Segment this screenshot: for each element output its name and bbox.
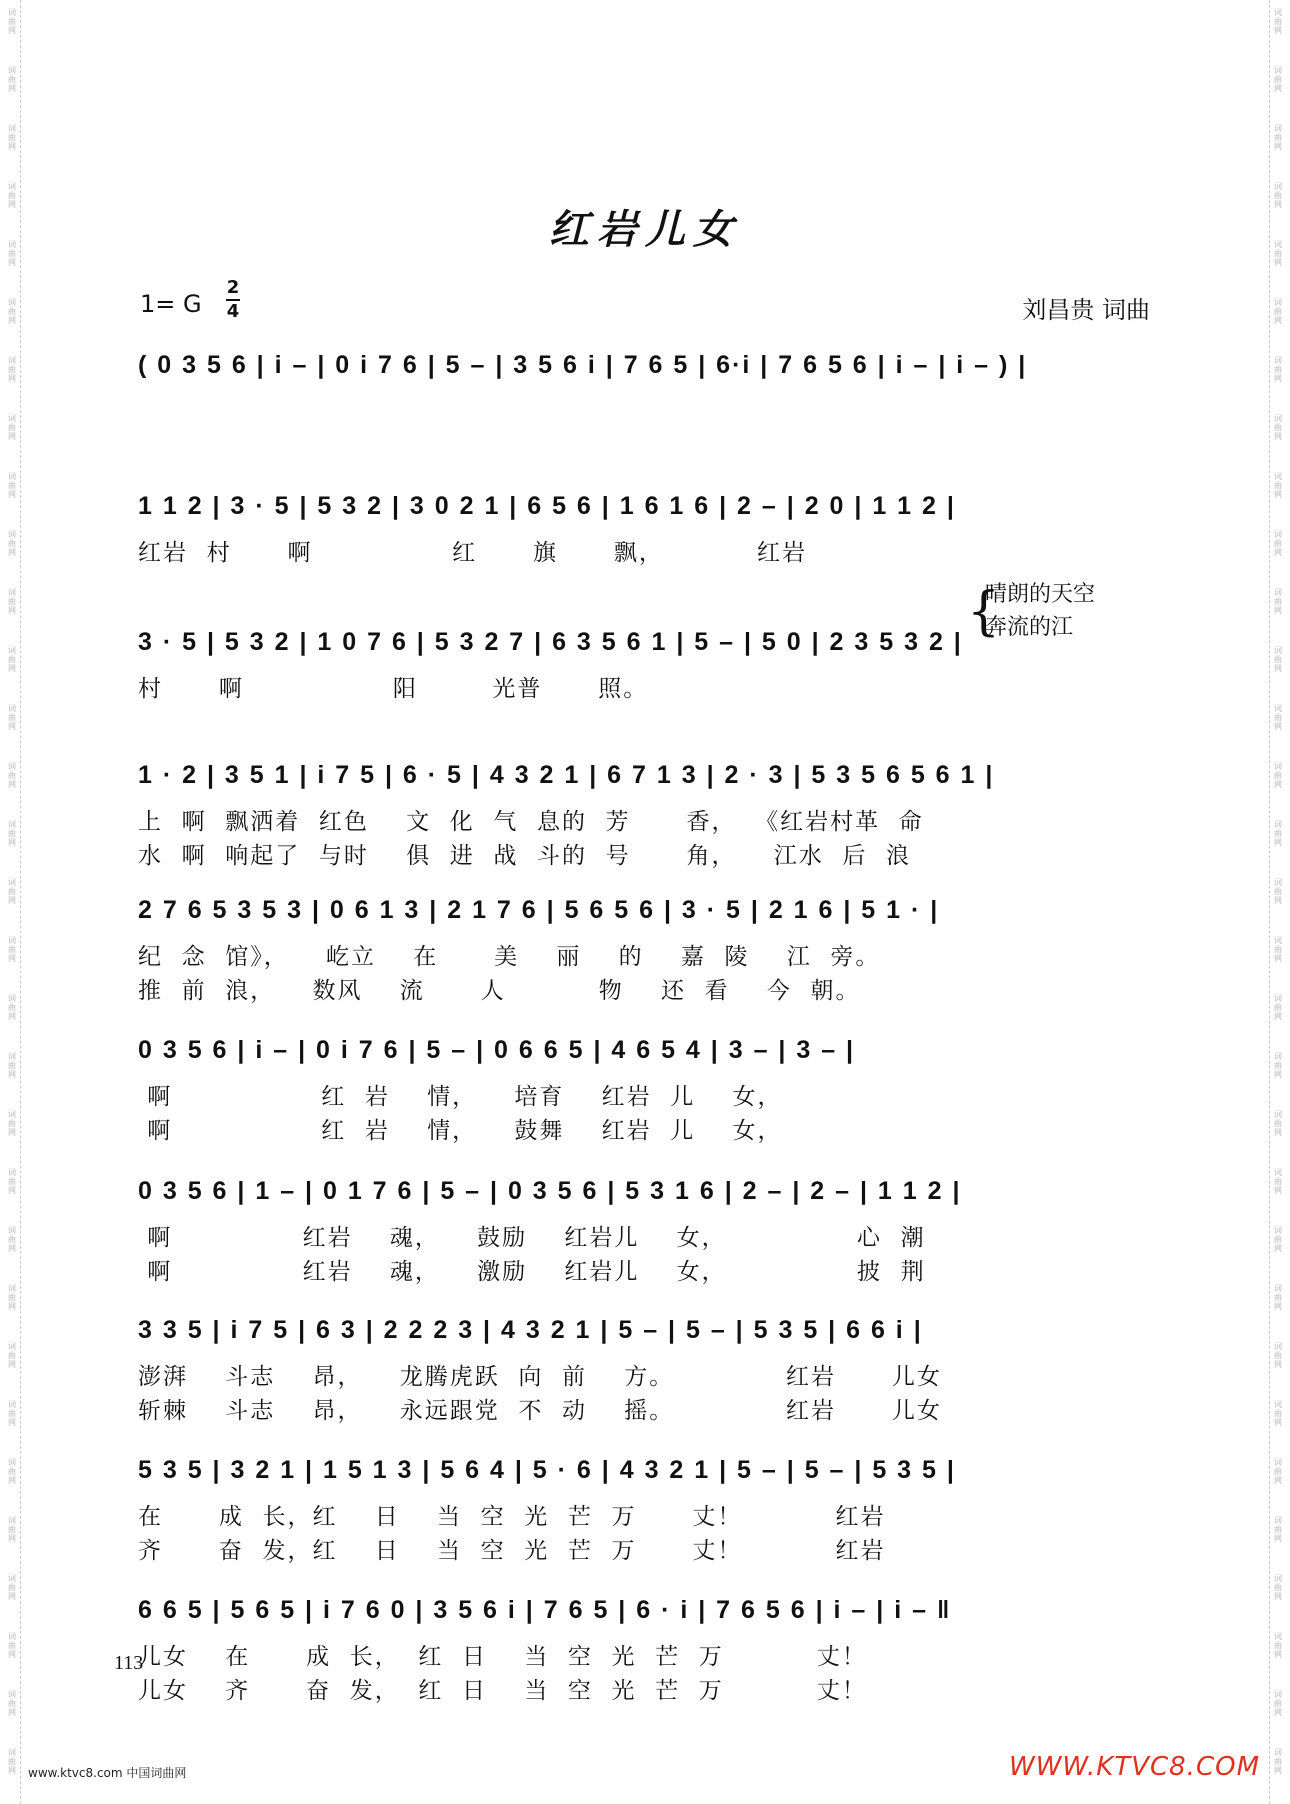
footer-logo: WWW.KTVC8.COM [1009, 1752, 1260, 1782]
watermark-text: 词曲网 [8, 1168, 16, 1195]
watermark-text: 词曲网 [1274, 414, 1282, 441]
watermark-text: 词曲网 [8, 1458, 16, 1485]
watermark-text: 词曲网 [8, 8, 16, 35]
watermark-text: 词曲网 [8, 1516, 16, 1543]
watermark-text: 词曲网 [8, 240, 16, 267]
lyric-line-2-1: 红岩 村 啊 红 旗 飘， 红岩 [138, 540, 807, 566]
watermark-text: 词曲网 [1274, 1516, 1282, 1543]
time-signature [226, 278, 240, 322]
song-title: 红岩儿女 [549, 206, 741, 253]
lyric-line-7-1: 啊 红岩 魂， 鼓励 红岩儿 女， 心 潮 [138, 1225, 926, 1251]
watermark-text: 词曲网 [8, 936, 16, 963]
watermark-text: 词曲网 [1274, 994, 1282, 1021]
watermark-text: 词曲网 [1274, 1284, 1282, 1311]
verse-brace [967, 578, 1096, 644]
watermark-text: 词曲网 [8, 704, 16, 731]
watermark-text: 词曲网 [8, 124, 16, 151]
watermark-text: 词曲网 [8, 1052, 16, 1079]
time-signature-top: 2 [226, 277, 240, 298]
key-signature: 1= G [140, 290, 202, 318]
notation-line-2: 1 1 2 | 3 · 5 | 5 3 2 | 3 0 2 1 | 6 5 6 | 1 6 1 6 | 2 – | 2 0 | 1 1 2 | [138, 492, 956, 520]
notation-line-1: ( 0 3 5 6 | i – | 0 i 7 6 | 5 – | 3 5 6 i | 7 6 5 | 6·i | 7 6 5 6 | i – | i – ) | [138, 351, 1028, 379]
watermark-text: 词曲网 [1274, 588, 1282, 615]
watermark-text: 词曲网 [1274, 356, 1282, 383]
watermark-text: 词曲网 [1274, 1574, 1282, 1601]
watermark-text: 词曲网 [8, 1632, 16, 1659]
lyric-line-5-1: 纪 念 馆》， 屹立 在 美 丽 的 嘉 陵 江 旁。 [138, 944, 881, 970]
watermark-text: 词曲网 [1274, 878, 1282, 905]
watermark-text: 词曲网 [8, 878, 16, 905]
watermark-text: 词曲网 [8, 646, 16, 673]
watermark-text: 词曲网 [1274, 762, 1282, 789]
watermark-text: 词曲网 [1274, 1632, 1282, 1659]
watermark-text: 词曲网 [1274, 1458, 1282, 1485]
lyric-line-6-1: 啊 红 岩 情， 培育 红岩 儿 女， [138, 1084, 783, 1110]
watermark-text: 词曲网 [1274, 1748, 1282, 1775]
watermark-text: 词曲网 [8, 66, 16, 93]
lyric-line-5-2: 推 前 浪， 数风 流 人 物 还 看 今 朝。 [138, 978, 861, 1004]
footer-site: www.ktvc8.com 中国词曲网 [28, 1766, 187, 1780]
watermark-text: 词曲网 [1274, 66, 1282, 93]
watermark-text: 词曲网 [8, 530, 16, 557]
lyric-line-10-1: 儿女 在 成 长， 红 日 当 空 光 芒 万 丈！ [138, 1644, 867, 1670]
watermark-text: 词曲网 [1274, 530, 1282, 557]
lyric-line-3-1: 村 啊 阳 光普 照。 [138, 676, 649, 702]
watermark-text: 词曲网 [8, 472, 16, 499]
page-number: 113 [114, 1652, 144, 1674]
watermark-text: 词曲网 [1274, 298, 1282, 325]
author-credit: 刘昌贵 词曲 [1022, 296, 1150, 324]
notation-line-3: 3 · 5 | 5 3 2 | 1 0 7 6 | 5 3 2 7 | 6 3 5 6 1 | 5 – | 5 0 | 2 3 5 3 2 | [138, 628, 963, 656]
watermark-text: 词曲网 [8, 588, 16, 615]
watermark-text: 词曲网 [1274, 1168, 1282, 1195]
watermark-text: 词曲网 [1274, 1690, 1282, 1717]
watermark-text: 词曲网 [1274, 124, 1282, 151]
watermark-text: 词曲网 [1274, 1226, 1282, 1253]
watermark-text: 词曲网 [1274, 240, 1282, 267]
time-signature-bottom: 4 [226, 301, 240, 322]
watermark-text: 词曲网 [8, 1342, 16, 1369]
watermark-text: 词曲网 [1274, 1400, 1282, 1427]
lyric-line-8-2: 斩棘 斗志 昂， 永远跟党 不 动 摇。 红岩 儿女 [138, 1398, 942, 1424]
lyric-line-4-1: 上 啊 飘洒着 红色 文 化 气 息的 芳 香， 《红岩村革 命 [138, 809, 924, 835]
lyric-line-4-2: 水 啊 响起了 与时 俱 进 战 斗的 号 角， 江水 后 浪 [138, 843, 911, 869]
brace-line-2: 奔流的江 [985, 615, 1074, 640]
watermark-text: 词曲网 [1274, 472, 1282, 499]
watermark-text: 词曲网 [1274, 1342, 1282, 1369]
watermark-text: 词曲网 [8, 1690, 16, 1717]
notation-line-4: 1 · 2 | 3 5 1 | i 7 5 | 6 · 5 | 4 3 2 1 | 6 7 1 3 | 2 · 3 | 5 3 5 6 5 6 1 | [138, 761, 995, 789]
watermark-text: 词曲网 [1274, 646, 1282, 673]
watermark-text: 词曲网 [8, 298, 16, 325]
watermark-text: 词曲网 [1274, 8, 1282, 35]
lyric-line-9-2: 齐 奋 发，红 日 当 空 光 芒 万 丈！ 红岩 [138, 1538, 886, 1564]
watermark-text: 词曲网 [8, 414, 16, 441]
watermark-text: 词曲网 [8, 182, 16, 209]
notation-line-6: 0 3 5 6 | i – | 0 i 7 6 | 5 – | 0 6 6 5 | 4 6 5 4 | 3 – | 3 – | [138, 1036, 856, 1064]
watermark-text: 词曲网 [8, 1400, 16, 1427]
brace-icon: { [967, 582, 1001, 642]
watermark-text: 词曲网 [8, 762, 16, 789]
watermark-text: 词曲网 [1274, 704, 1282, 731]
notation-line-7: 0 3 5 6 | 1 – | 0 1 7 6 | 5 – | 0 3 5 6 | 5 3 1 6 | 2 – | 2 – | 1 1 2 | [138, 1177, 962, 1205]
watermark-text: 词曲网 [8, 1226, 16, 1253]
watermark-text: 词曲网 [1274, 1052, 1282, 1079]
watermark-text: 词曲网 [8, 820, 16, 847]
lyric-line-6-2: 啊 红 岩 情， 鼓舞 红岩 儿 女， [138, 1118, 783, 1144]
brace-line-1: 晴朗的天空 [985, 582, 1096, 607]
watermark-text: 词曲网 [8, 1284, 16, 1311]
watermark-text: 词曲网 [1274, 820, 1282, 847]
notation-line-5: 2 7 6 5 3 5 3 | 0 6 1 3 | 2 1 7 6 | 5 6 5 6 | 3 · 5 | 2 1 6 | 5 1 · | [138, 896, 940, 924]
lyric-line-7-2: 啊 红岩 魂， 激励 红岩儿 女， 披 荆 [138, 1259, 926, 1285]
notation-line-10: 6 6 5 | 5 6 5 | i 7 6 0 | 3 5 6 i | 7 6 5 | 6 · i | 7 6 5 6 | i – | i – ‖ [138, 1596, 952, 1624]
notation-line-9: 5 3 5 | 3 2 1 | 1 5 1 3 | 5 6 4 | 5 · 6 | 4 3 2 1 | 5 – | 5 – | 5 3 5 | [138, 1456, 956, 1484]
watermark-text: 词曲网 [8, 1574, 16, 1601]
watermark-text: 词曲网 [8, 1748, 16, 1775]
watermark-text: 词曲网 [8, 994, 16, 1021]
lyric-line-10-2: 儿女 齐 奋 发， 红 日 当 空 光 芒 万 丈！ [138, 1678, 867, 1704]
watermark-text: 词曲网 [8, 356, 16, 383]
watermark-text: 词曲网 [1274, 936, 1282, 963]
lyric-line-9-1: 在 成 长，红 日 当 空 光 芒 万 丈！ 红岩 [138, 1504, 886, 1530]
notation-line-8: 3 3 5 | i 7 5 | 6 3 | 2 2 2 3 | 4 3 2 1 | 5 – | 5 – | 5 3 5 | 6 6 i | [138, 1316, 923, 1344]
watermark-text: 词曲网 [1274, 182, 1282, 209]
lyric-line-8-1: 澎湃 斗志 昂， 龙腾虎跃 向 前 方。 红岩 儿女 [138, 1364, 942, 1390]
watermark-text: 词曲网 [8, 1110, 16, 1137]
watermark-text: 词曲网 [1274, 1110, 1282, 1137]
